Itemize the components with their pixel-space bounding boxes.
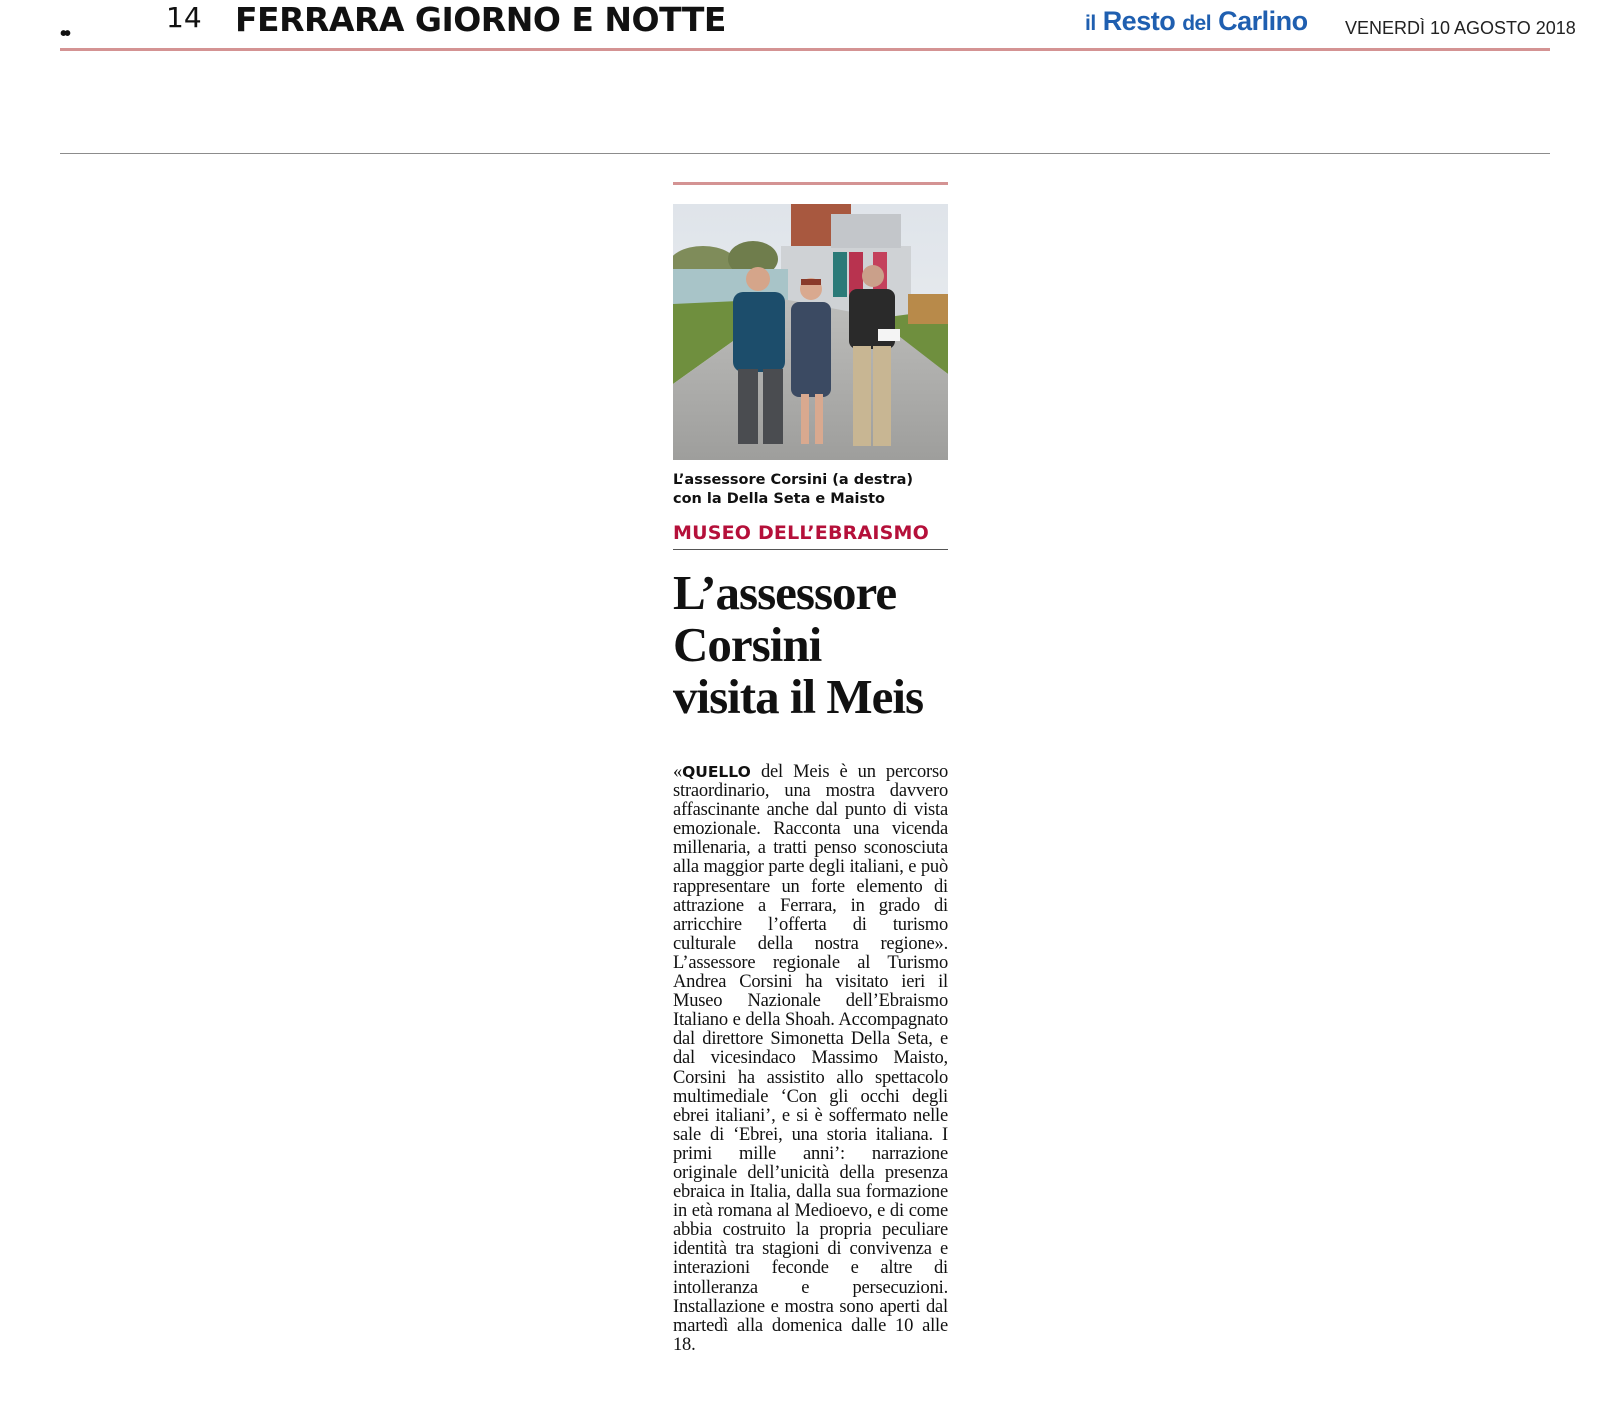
article-kicker: MUSEO DELL’EBRAISMO xyxy=(673,521,948,550)
headline-line: L’assessore xyxy=(673,565,897,620)
bullet-dots: •• xyxy=(60,23,69,45)
newspaper-logo xyxy=(1085,8,1308,35)
header-rule xyxy=(60,48,1550,51)
body-text: del Meis è un percorso straordinario, una mostra davvero affascinante anche dal punto di vista emozionale. Racconta una vicenda millenaria, a tratti penso sconosciuta alla maggior parte degli italiani, e può rappresentare un forte elemento di attrazione a Ferrara, in grado di arricchire l’offerta di turismo culturale della nostra regione». L’assessore regionale al Turismo Andrea Corsini ha visitato ieri il Museo Nazionale dell’Ebraismo Italiano e della Shoah. Accompagnato dal direttore Simonetta Della Seta, e dal vicesindaco Massimo Maisto, Corsini ha assistito allo spettacolo multimediale ‘Con gli occhi degli ebrei italiani’, e si è soffermato nelle sale di ‘Ebrei, una storia italiana. I primi mille anni’: narrazione originale dell’unicità della presenza ebraica in Italia, dalla sua formazione in età romana al Medioevo, e di come abbia costruito la propria peculiare identità tra stagioni di convivenza e interazioni feconde e altre di intolleranza e persecuzioni. Installazione e mostra sono aperti dal martedì alla domenica dalle 10 alle 18. xyxy=(673,762,948,1355)
logo-il: il xyxy=(1085,12,1096,35)
logo-del: del xyxy=(1182,12,1212,35)
article-top-rule xyxy=(673,182,948,185)
lead-word: QUELLO xyxy=(682,763,751,781)
headline-line: Corsini xyxy=(673,617,822,672)
headline-line: visita il Meis xyxy=(673,669,924,724)
photo-caption xyxy=(673,471,948,509)
article xyxy=(673,182,948,1355)
page-header xyxy=(60,0,1576,52)
open-quote: « xyxy=(673,762,683,782)
caption-line: L’assessore Corsini (a destra) xyxy=(673,472,914,488)
photo-illustration xyxy=(673,204,948,460)
article-headline xyxy=(673,567,948,723)
museum-tower xyxy=(831,214,901,248)
caption-line: con la Della Seta e Maisto xyxy=(673,491,886,507)
section-title: FERRARA GIORNO E NOTTE xyxy=(235,0,726,39)
logo-carlino: Carlino xyxy=(1218,6,1308,36)
issue-date: VENERDÌ 10 AGOSTO 2018 xyxy=(1345,18,1576,38)
wooden-structure xyxy=(908,294,948,324)
article-body xyxy=(673,763,948,1355)
page-number: 14 xyxy=(166,1,202,34)
section-divider xyxy=(60,153,1550,154)
article-photo xyxy=(673,204,948,460)
banner-teal xyxy=(833,252,847,297)
logo-resto: Resto xyxy=(1102,6,1176,36)
